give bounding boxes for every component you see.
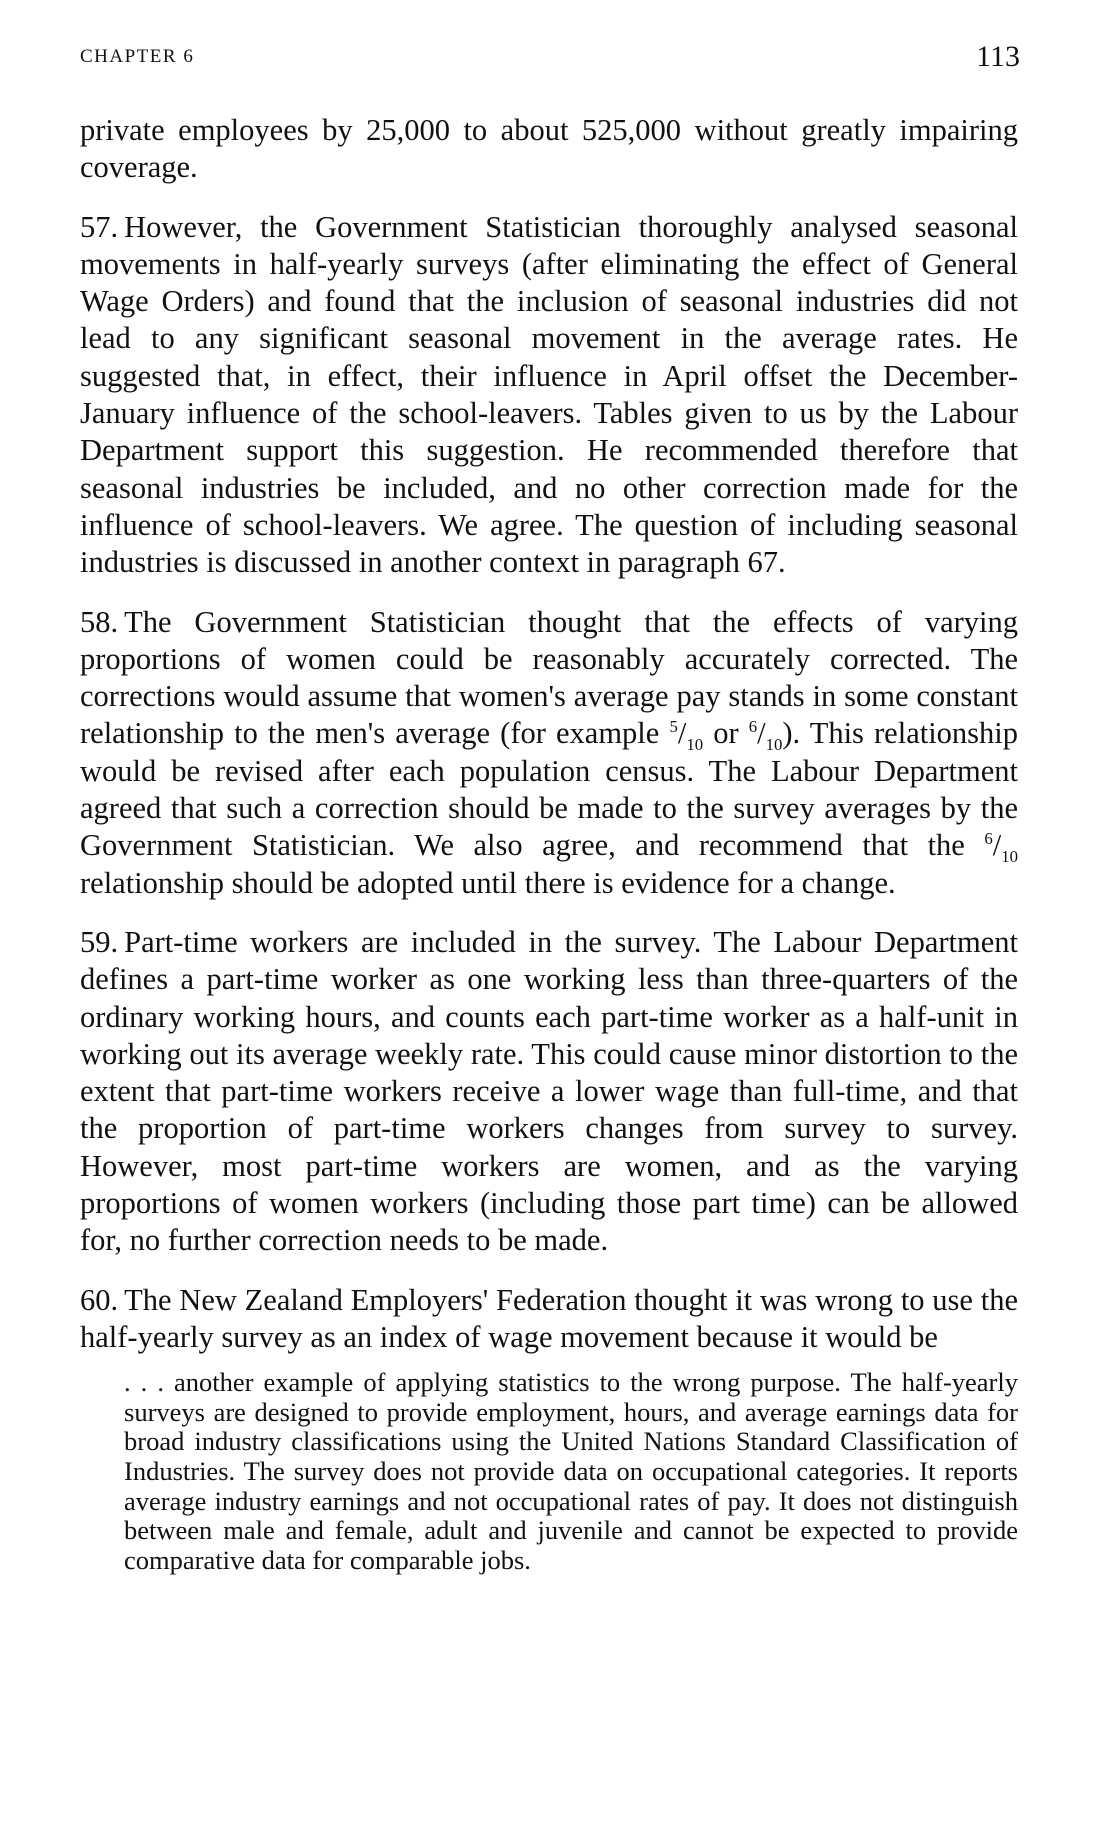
fraction-numerator: 6	[984, 829, 993, 849]
paragraph-text: private employees by 25,000 to about 525,000 without greatly impairing coverage.	[80, 113, 1018, 185]
paragraph-text: ). This relationship would be revised after each population census. The Labour Department agreed that such a correction should be made to the survey averages by the Government Statistician. We also agree, and recommend that the	[80, 716, 1019, 863]
fraction: $^5/_{10}$	[669, 716, 704, 755]
paragraph-59	[80, 924, 1018, 1260]
block-quote: . . . another example of applying statistics to the wrong purpose. The half-yearly surveys are designed to provide employment, hours, and average earnings data for broad industry classifications using the United Nations Standard Classification of Industries. The survey does not provide data on occupational categories. It reports average industry earnings and not occupational rates of pay. It does not distinguish between male and female, adult and juvenile and cannot be expected to provide comparative data for comparable jobs.	[124, 1367, 1018, 1575]
page-number: 113	[976, 40, 1020, 73]
paragraph-text: However, the Government Statistician thoroughly analysed seasonal movements in half-yearly surveys (after eliminating the effect of General Wage Orders) and found that the inclusion of seasonal industries did not lead to any significant seasonal movement in the average rates. He suggested that, in effect, their influence in April offset the December-January influence of the school-leavers. Tables given to us by the Labour Department support this suggestion. He recommended therefore that seasonal industries be included, and no other correction made for the influence of school-leavers. We agree. The question of including seasonal industries is discussed in another context in paragraph 67.	[80, 209, 1018, 580]
fraction-denominator: 10	[686, 735, 704, 755]
paragraph-57	[80, 209, 1018, 582]
paragraph-text: Part-time workers are included in the survey. The Labour Department defines a part-time worker as one working less than three-quarters of the ordinary working hours, and counts each part-time worker as a half-unit in working out its average weekly rate. This could cause minor distortion to the extent that part-time workers receive a lower wage than full-time, and that the proportion of part-time workers changes from survey to survey. However, most part-time workers are women, and as the varying proportions of women workers (including those part time) can be allowed for, no further correction needs to be made.	[80, 924, 1018, 1258]
body-text	[80, 112, 1018, 1575]
paragraph-58	[80, 604, 1018, 902]
paragraph-60	[80, 1282, 1018, 1357]
paragraph-56-continued	[80, 112, 1018, 187]
paragraph-number: 60.	[80, 1282, 119, 1317]
chapter-label: CHAPTER 6	[80, 46, 195, 67]
paragraph-text: relationship should be adopted until there is evidence for a change.	[80, 865, 896, 900]
running-head	[80, 40, 1020, 80]
fraction-numerator: 5	[669, 717, 678, 737]
paragraph-text: The New Zealand Employers' Federation thought it was wrong to use the half-yearly survey as an index of wage movement because it would be	[80, 1282, 1018, 1354]
paragraph-text: or	[713, 716, 739, 751]
fraction-denominator: 10	[1001, 847, 1018, 867]
fraction: $^6/_{10}$	[984, 828, 1018, 867]
fraction-numerator: 6	[748, 717, 758, 737]
paragraph-number: 58.	[80, 604, 119, 639]
paragraph-text: The Government Statistician thought that the effects of varying proportions of women could be reasonably accurately corrected. The corrections would assume that women's average pay stands in some constant relationship to the men's average (for example	[80, 604, 1018, 751]
fraction-denominator: 10	[765, 735, 783, 755]
fraction: $^6/_{10}$	[748, 716, 783, 755]
paragraph-number: 59.	[80, 924, 119, 959]
paragraph-number: 57.	[80, 209, 119, 244]
